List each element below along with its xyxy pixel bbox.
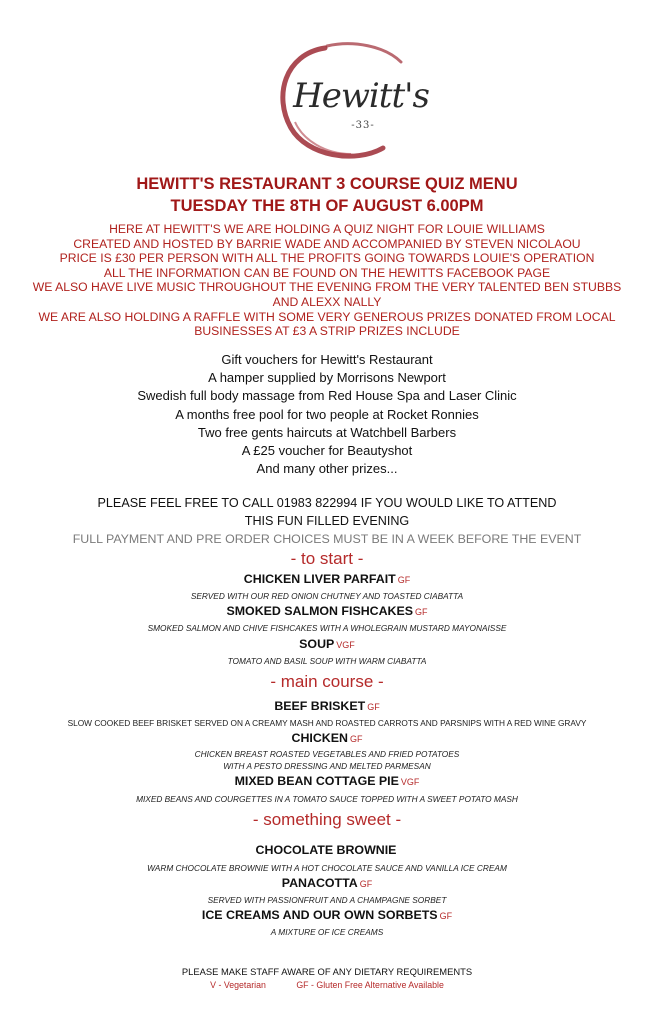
legend-gluten-free: GF - Gluten Free Alternative Available [296, 980, 444, 990]
dish-title: ICE CREAMS AND OUR OWN SORBETS [201, 908, 438, 922]
dietary-legend [0, 980, 654, 990]
intro-line: WE ARE ALSO HOLDING A RAFFLE WITH SOME VERY GENEROUS PRIZES DONATED FROM LOCAL [38, 309, 616, 324]
dish-description: MIXED BEANS AND COURGETTES IN A TOMATO SAUCE TOPPED WITH A SWEET POTATO MASH [136, 794, 518, 804]
dish-description: WARM CHOCOLATE BROWNIE WITH A HOT CHOCOLATE SAUCE AND VANILLA ICE CREAM [147, 863, 507, 873]
intro-line: AND ALEXX NALLY [272, 294, 382, 309]
prize-item: Swedish full body massage from Red House Spa and Laser Clinic [137, 388, 517, 404]
dietary-tag: GF [415, 607, 428, 617]
dietary-tag: GF [397, 575, 411, 585]
dish-description: A MIXTURE OF ICE CREAMS [270, 927, 384, 937]
prize-item: A hamper supplied by Morrisons Newport [208, 370, 446, 386]
logo-brand: Hewitt's [293, 76, 429, 116]
dish-description: SLOW COOKED BEEF BRISKET SERVED ON A CREAMY MASH AND ROASTED CARROTS AND PARSNIPS WITH A RED WINE GRAVY [67, 718, 587, 728]
prize-item: Two free gents haircuts at Watchbell Barbers [197, 424, 457, 440]
intro-line: ALL THE INFORMATION CAN BE FOUND ON THE HEWITTS FACEBOOK PAGE [103, 265, 551, 280]
section-starters: - to start - [290, 549, 364, 568]
dish-description: SERVED WITH PASSIONFRUIT AND A CHAMPAGNE SORBET [207, 895, 447, 905]
dish-title: SOUP [299, 637, 335, 651]
dietary-tag: GF [349, 734, 363, 744]
intro-text [8, 222, 646, 339]
intro-line: WE ALSO HAVE LIVE MUSIC THROUGHOUT THE EVENING FROM THE VERY TALENTED BEN STUBBS [32, 280, 622, 295]
dish-name [0, 699, 654, 713]
dish-name [0, 843, 654, 857]
dietary-tag: GF [367, 702, 380, 712]
event-date: TUESDAY THE 8TH OF AUGUST 6.00PM [170, 197, 484, 215]
dietary-tag: GF [439, 911, 453, 921]
intro-line: CREATED AND HOSTED BY BARRIE WADE AND ACCOMPANIED BY STEVEN NICOLAOU [73, 236, 581, 251]
menu-title: HEWITT'S RESTAURANT 3 COURSE QUIZ MENU [136, 175, 518, 193]
dietary-tag: GF [359, 879, 373, 889]
dish-name [0, 604, 654, 618]
section-mains: - main course - [270, 672, 384, 691]
dish-description: WITH A PESTO DRESSING AND MELTED PARMESAN [223, 761, 431, 771]
dish-title: CHOCOLATE BROWNIE [255, 843, 397, 857]
dietary-tag: VGF [400, 777, 420, 787]
dish-title: PANACOTTA [281, 876, 358, 890]
prize-list [0, 351, 654, 478]
prize-item: And many other prizes... [256, 461, 398, 477]
dish-name [0, 876, 654, 890]
dish-name [0, 572, 654, 586]
dish-name [0, 774, 654, 788]
prize-item: Gift vouchers for Hewitt's Restaurant [221, 352, 433, 367]
payment-notice: FULL PAYMENT AND PRE ORDER CHOICES MUST BE IN A WEEK BEFORE THE EVENT [72, 532, 582, 546]
logo-number: -33- [351, 120, 375, 131]
call-line: PLEASE FEEL FREE TO CALL 01983 822994 IF YOU WOULD LIKE TO ATTEND [97, 496, 557, 510]
dish-name [0, 637, 654, 651]
intro-line: BUSINESSES AT £3 A STRIP PRIZES INCLUDE [194, 324, 460, 339]
dish-description: CHICKEN BREAST ROASTED VEGETABLES AND FRIED POTATOES [194, 749, 460, 759]
dish-name [0, 908, 654, 922]
dietary-notice: PLEASE MAKE STAFF AWARE OF ANY DIETARY REQUIREMENTS [181, 966, 473, 977]
section-desserts: - something sweet - [252, 810, 402, 829]
dietary-tag: VGF [336, 640, 355, 650]
dish-title: CHICKEN LIVER PARFAIT [243, 572, 396, 586]
intro-line: PRICE IS £30 PER PERSON WITH ALL THE PROFITS GOING TOWARDS LOUIE'S OPERATION [59, 251, 595, 266]
dish-title: BEEF BRISKET [274, 699, 366, 713]
dish-description: TOMATO AND BASIL SOUP WITH WARM CIABATTA [227, 656, 427, 666]
dish-description: SERVED WITH OUR RED ONION CHUTNEY AND TOASTED CIABATTA [190, 591, 464, 601]
legend-vegetarian: V - Vegetarian [210, 980, 266, 990]
dish-name [0, 731, 654, 745]
dish-title: MIXED BEAN COTTAGE PIE [234, 774, 399, 788]
intro-line: HERE AT HEWITT'S WE ARE HOLDING A QUIZ NIGHT FOR LOUIE WILLIAMS [109, 222, 545, 236]
dish-title: CHICKEN [291, 731, 348, 745]
dish-description: SMOKED SALMON AND CHIVE FISHCAKES WITH A WHOLEGRAIN MUSTARD MAYONAISSE [147, 623, 507, 633]
prize-item: A months free pool for two people at Rocket Ronnies [175, 406, 479, 422]
call-line: THIS FUN FILLED EVENING [244, 514, 410, 528]
dish-title: SMOKED SALMON FISHCAKES [226, 604, 414, 618]
prize-item: A £25 voucher for Beautyshot [241, 443, 413, 459]
hewitts-logo [255, 36, 445, 164]
